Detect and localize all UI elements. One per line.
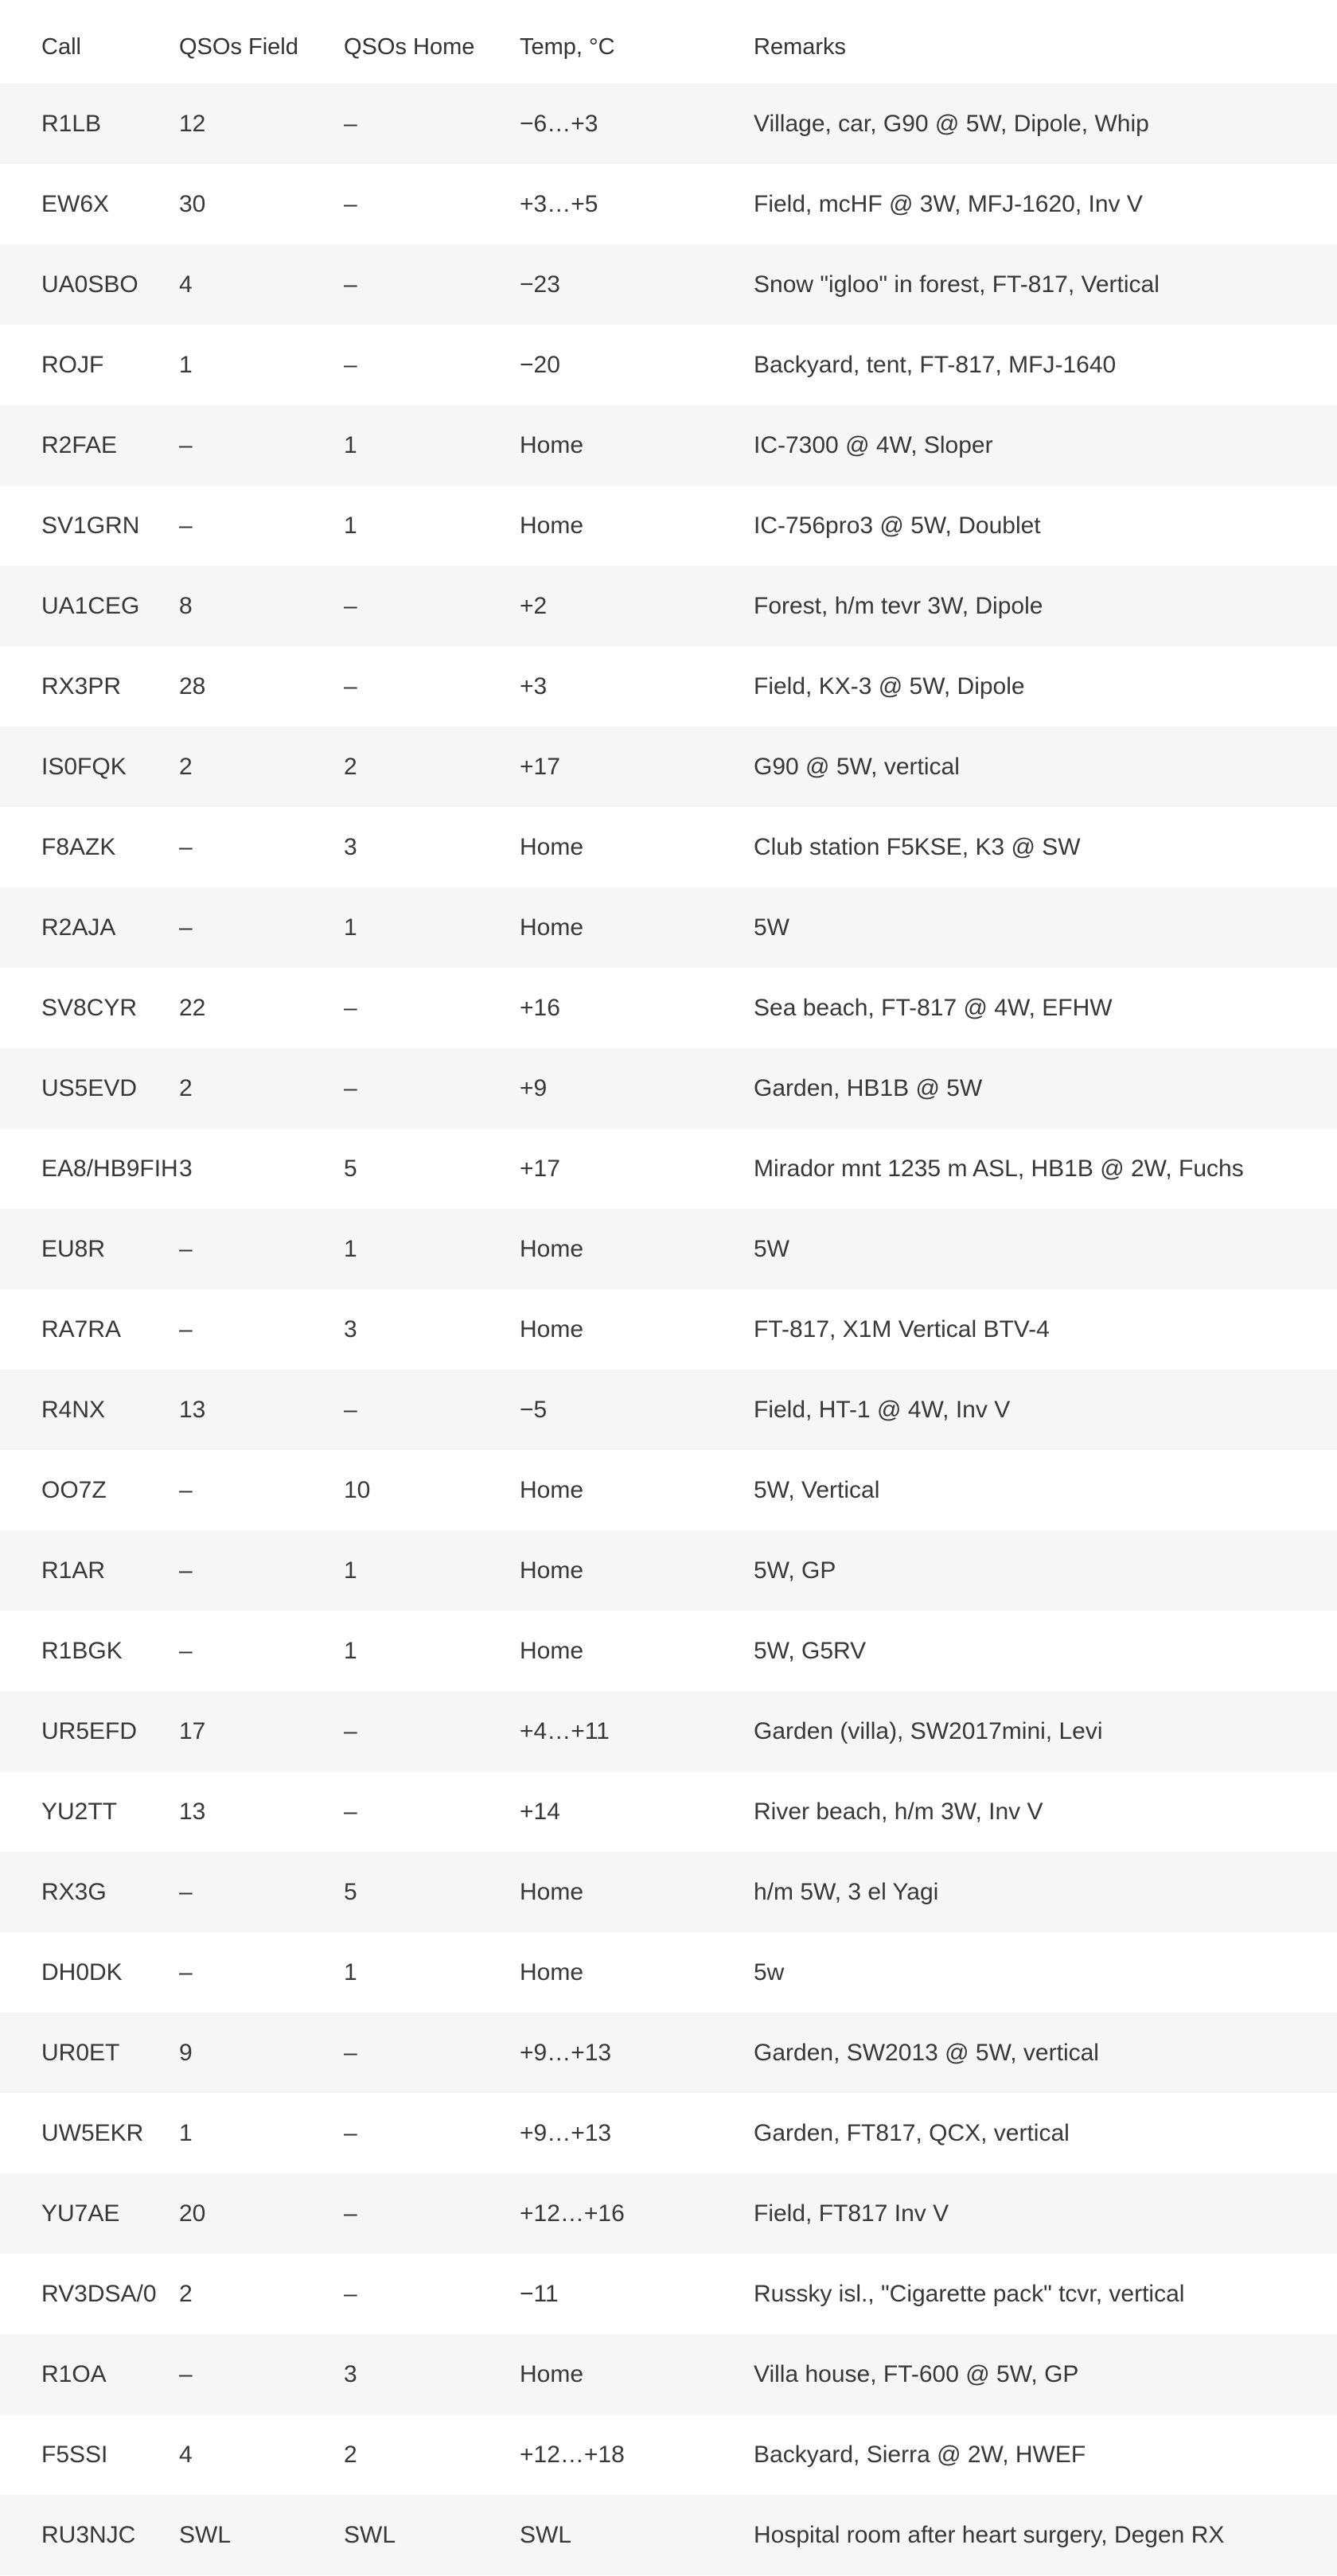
cell-qsos-field: – (179, 1557, 193, 1584)
cell-qsos-field: 2 (179, 1074, 193, 1101)
cell-call: YU2TT (41, 1798, 118, 1825)
table-row (0, 2495, 1337, 2575)
cell-temp: SWL (520, 2521, 572, 2548)
cell-qsos-home: 1 (344, 1557, 357, 1584)
cell-call: R1OA (41, 2360, 107, 2387)
cell-qsos-field: 22 (179, 994, 206, 1021)
table-row (0, 1530, 1337, 1611)
cell-temp: +9…+13 (520, 2039, 612, 2066)
cell-qsos-home: – (344, 2039, 357, 2066)
cell-remarks: Russky isl., "Cigarette pack" tcvr, vertical (754, 2280, 1185, 2307)
cell-call: RX3G (41, 1878, 107, 1905)
cell-remarks: Sea beach, FT-817 @ 4W, EFHW (754, 994, 1113, 1021)
table-row (0, 727, 1337, 807)
cell-remarks: 5W (754, 914, 789, 941)
cell-qsos-field: 4 (179, 271, 193, 298)
column-header-qsos-field: QSOs Field (179, 34, 298, 60)
table-row (0, 1370, 1337, 1450)
cell-remarks: Hospital room after heart surgery, Degen RX (754, 2521, 1225, 2548)
table-row (0, 1450, 1337, 1530)
cell-qsos-home: 10 (344, 1476, 371, 1503)
table-row (0, 1771, 1337, 1852)
cell-qsos-field: 4 (179, 2441, 193, 2468)
cell-qsos-home: – (344, 110, 357, 137)
column-header-remarks: Remarks (754, 34, 847, 60)
cell-temp: −23 (520, 271, 560, 298)
cell-call: UR5EFD (41, 1717, 138, 1744)
cell-remarks: 5W, GP (754, 1557, 836, 1584)
cell-remarks: Village, car, G90 @ 5W, Dipole, Whip (754, 110, 1149, 137)
cell-remarks: River beach, h/m 3W, Inv V (754, 1798, 1043, 1825)
cell-remarks: Garden, FT817, QCX, vertical (754, 2119, 1070, 2146)
table-row (0, 2093, 1337, 2173)
cell-remarks: Field, KX-3 @ 5W, Dipole (754, 672, 1025, 700)
cell-qsos-field: – (179, 1476, 193, 1503)
cell-temp: Home (520, 1958, 584, 1986)
table-row (0, 887, 1337, 968)
cell-qsos-field: 20 (179, 2200, 206, 2227)
cell-call: DH0DK (41, 1958, 123, 1986)
cell-temp: +12…+18 (520, 2441, 625, 2468)
cell-call: EA8/HB9FIH (41, 1155, 178, 1182)
table-row (0, 84, 1337, 164)
cell-temp: Home (520, 1878, 584, 1905)
cell-qsos-home: 3 (344, 1315, 357, 1343)
header-row (0, 0, 1337, 84)
cell-call: YU7AE (41, 2200, 120, 2227)
cell-temp: +14 (520, 1798, 560, 1825)
cell-qsos-field: 3 (179, 1155, 193, 1182)
cell-qsos-home: – (344, 2119, 357, 2146)
cell-qsos-home: 3 (344, 833, 357, 860)
cell-qsos-home: – (344, 672, 357, 700)
cell-call: UW5EKR (41, 2119, 144, 2146)
cell-temp: Home (520, 2360, 584, 2387)
cell-qsos-home: – (344, 1717, 357, 1744)
cell-qsos-field: 9 (179, 2039, 193, 2066)
cell-qsos-home: SWL (344, 2521, 396, 2548)
cell-remarks: Garden (villa), SW2017mini, Levi (754, 1717, 1103, 1744)
table-row (0, 1048, 1337, 1128)
cell-call: RV3DSA/0 (41, 2280, 157, 2307)
cell-qsos-home: 3 (344, 2360, 357, 2387)
cell-call: RA7RA (41, 1315, 122, 1343)
cell-qsos-home: 1 (344, 914, 357, 941)
cell-remarks: Field, mcHF @ 3W, MFJ-1620, Inv V (754, 190, 1143, 217)
table-header (0, 0, 1337, 84)
cell-qsos-field: 28 (179, 672, 206, 700)
cell-temp: −20 (520, 351, 560, 378)
cell-temp: +17 (520, 753, 560, 780)
cell-temp: Home (520, 1315, 584, 1343)
cell-qsos-home: 2 (344, 2441, 357, 2468)
cell-call: RX3PR (41, 672, 122, 700)
column-header-qsos-home: QSOs Home (344, 34, 475, 60)
cell-remarks: Backyard, Sierra @ 2W, HWEF (754, 2441, 1086, 2468)
cell-qsos-home: – (344, 994, 357, 1021)
cell-qsos-home: – (344, 1798, 357, 1825)
cell-remarks: 5w (754, 1958, 785, 1986)
cell-temp: +9 (520, 1074, 548, 1101)
cell-call: SV8CYR (41, 994, 138, 1021)
cell-qsos-home: 5 (344, 1155, 357, 1182)
cell-qsos-field: 2 (179, 753, 193, 780)
cell-call: UR0ET (41, 2039, 120, 2066)
cell-remarks: Forest, h/m tevr 3W, Dipole (754, 592, 1043, 619)
cell-remarks: Backyard, tent, FT-817, MFJ-1640 (754, 351, 1117, 378)
cell-call: R4NX (41, 1396, 106, 1423)
cell-temp: +12…+16 (520, 2200, 625, 2227)
cell-temp: Home (520, 1637, 584, 1664)
table-row (0, 646, 1337, 727)
cell-qsos-field: 1 (179, 351, 193, 378)
cell-qsos-field: 30 (179, 190, 206, 217)
table-row (0, 1128, 1337, 1209)
cell-qsos-home: – (344, 190, 357, 217)
cell-remarks: 5W (754, 1235, 789, 1262)
cell-qsos-home: 1 (344, 1637, 357, 1664)
table-row (0, 244, 1337, 325)
cell-remarks: h/m 5W, 3 el Yagi (754, 1878, 939, 1905)
cell-temp: +16 (520, 994, 560, 1021)
cell-qsos-field: – (179, 914, 193, 941)
cell-remarks: Garden, HB1B @ 5W (754, 1074, 983, 1101)
cell-call: UA1CEG (41, 592, 140, 619)
cell-temp: +3 (520, 672, 548, 700)
cell-qsos-field: 13 (179, 1798, 206, 1825)
cell-qsos-field: – (179, 431, 193, 458)
table-row (0, 2414, 1337, 2495)
cell-qsos-field: – (179, 1315, 193, 1343)
cell-qsos-home: – (344, 271, 357, 298)
cell-temp: −11 (520, 2280, 559, 2307)
cell-qsos-field: – (179, 1958, 193, 1986)
cell-qsos-field: – (179, 512, 193, 539)
table-row (0, 2254, 1337, 2334)
cell-remarks: Field, HT-1 @ 4W, Inv V (754, 1396, 1011, 1423)
cell-remarks: Field, FT817 Inv V (754, 2200, 949, 2227)
cell-qsos-home: – (344, 592, 357, 619)
cell-qsos-field: 2 (179, 2280, 193, 2307)
cell-temp: +2 (520, 592, 548, 619)
cell-qsos-field: – (179, 2360, 193, 2387)
table-row (0, 325, 1337, 405)
cell-call: OO7Z (41, 1476, 107, 1503)
cell-qsos-home: 5 (344, 1878, 357, 1905)
cell-temp: −6…+3 (520, 110, 598, 137)
cell-temp: Home (520, 1235, 584, 1262)
table-row (0, 2334, 1337, 2414)
cell-remarks: Snow "igloo" in forest, FT-817, Vertical (754, 271, 1160, 298)
cell-qsos-home: 1 (344, 1235, 357, 1262)
cell-qsos-field: 13 (179, 1396, 206, 1423)
cell-call: R1LB (41, 110, 102, 137)
cell-qsos-home: – (344, 1074, 357, 1101)
cell-qsos-home: 1 (344, 512, 357, 539)
cell-qsos-home: – (344, 351, 357, 378)
cell-qsos-field: 17 (179, 1717, 206, 1744)
cell-remarks: Club station F5KSE, K3 @ SW (754, 833, 1081, 860)
cell-remarks: G90 @ 5W, vertical (754, 753, 960, 780)
cell-call: R1AR (41, 1557, 106, 1584)
cell-call: IS0FQK (41, 753, 127, 780)
cell-temp: +4…+11 (520, 1717, 610, 1744)
table-row (0, 2173, 1337, 2254)
cell-call: RU3NJC (41, 2521, 136, 2548)
table-row (0, 1209, 1337, 1289)
table-row (0, 485, 1337, 566)
cell-qsos-home: 1 (344, 431, 357, 458)
cell-temp: Home (520, 1557, 584, 1584)
cell-call: UA0SBO (41, 271, 138, 298)
cell-remarks: FT-817, X1M Vertical BTV-4 (754, 1315, 1050, 1343)
table-row (0, 1611, 1337, 1691)
cell-remarks: Garden, SW2013 @ 5W, vertical (754, 2039, 1099, 2066)
table-row (0, 1852, 1337, 1932)
cell-temp: Home (520, 512, 584, 539)
cell-call: R2FAE (41, 431, 118, 458)
table-row (0, 968, 1337, 1048)
cell-remarks: Mirador mnt 1235 m ASL, HB1B @ 2W, Fuchs (754, 1155, 1244, 1182)
cell-qsos-home: – (344, 1396, 357, 1423)
table-body (0, 84, 1337, 2575)
cell-qsos-home: 2 (344, 753, 357, 780)
cell-qsos-field: 8 (179, 592, 193, 619)
cell-temp: −5 (520, 1396, 548, 1423)
cell-temp: +3…+5 (520, 190, 598, 217)
cell-qsos-home: 1 (344, 1958, 357, 1986)
cell-qsos-home: – (344, 2200, 357, 2227)
cell-call: SV1GRN (41, 512, 140, 539)
cell-remarks: 5W, G5RV (754, 1637, 867, 1664)
cell-qsos-field: – (179, 833, 193, 860)
cell-qsos-home: – (344, 2280, 357, 2307)
cell-temp: +17 (520, 1155, 560, 1182)
cell-remarks: 5W, Vertical (754, 1476, 880, 1503)
cell-call: R2AJA (41, 914, 116, 941)
table-row (0, 164, 1337, 244)
cell-call: EU8R (41, 1235, 106, 1262)
cell-qsos-field: 12 (179, 110, 206, 137)
cell-temp: Home (520, 833, 584, 860)
cell-temp: Home (520, 1476, 584, 1503)
cell-call: F5SSI (41, 2441, 108, 2468)
table-row (0, 1691, 1337, 1771)
column-header-temp: Temp, °C (520, 34, 615, 60)
table-row (0, 1289, 1337, 1370)
cell-remarks: IC-7300 @ 4W, Sloper (754, 431, 993, 458)
cell-qsos-field: SWL (179, 2521, 232, 2548)
cell-qsos-field: 1 (179, 2119, 193, 2146)
cell-temp: Home (520, 431, 584, 458)
column-header-call: Call (41, 34, 81, 60)
cell-call: US5EVD (41, 1074, 138, 1101)
table-row (0, 807, 1337, 887)
cell-temp: Home (520, 914, 584, 941)
table-row (0, 566, 1337, 646)
cell-call: EW6X (41, 190, 110, 217)
table-row (0, 2013, 1337, 2093)
cell-qsos-field: – (179, 1637, 193, 1664)
cell-temp: +9…+13 (520, 2119, 612, 2146)
cell-qsos-field: – (179, 1878, 193, 1905)
table-row (0, 405, 1337, 485)
cell-remarks: IC-756pro3 @ 5W, Doublet (754, 512, 1041, 539)
cell-call: ROJF (41, 351, 104, 378)
cell-qsos-field: – (179, 1235, 193, 1262)
table-row (0, 1932, 1337, 2013)
cell-call: F8AZK (41, 833, 116, 860)
cell-remarks: Villa house, FT-600 @ 5W, GP (754, 2360, 1079, 2387)
cell-call: R1BGK (41, 1637, 123, 1664)
